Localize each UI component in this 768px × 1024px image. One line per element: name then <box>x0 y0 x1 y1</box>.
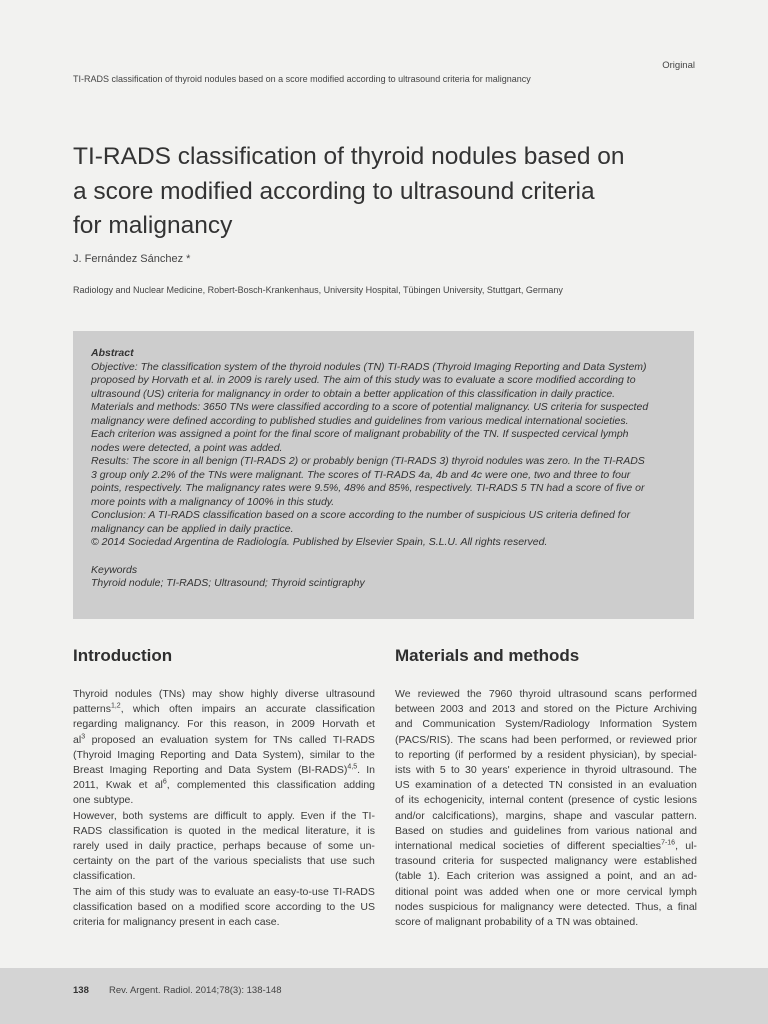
body-line: certainty on the part of the various specialists that use such <box>73 855 375 868</box>
body-line: However, both systems are difficult to apply. Even if the TI- <box>73 809 375 822</box>
body-line: (PACS/RIS). The scans had been performed, or reviewed prior <box>395 733 697 746</box>
body-line: criteria for malignancy present in each case. <box>73 916 280 929</box>
affiliation: Radiology and Nuclear Medicine, Robert-Bosch-Krankenhaus, University Hospital, Tübingen University, Stuttgart, Germany <box>73 285 563 295</box>
abstract-heading: Abstract <box>91 347 134 359</box>
body-line: RADS classification is quoted in the medical literature, it is <box>73 824 375 837</box>
body-line: and/or calcifications), margins, shape and vascular pattern. <box>395 809 697 822</box>
body-line: classification based on a modified score according to the US <box>73 900 375 913</box>
abstract-line: Conclusion: A TI-RADS classification based on a score according to the number of suspicious US criteria defined for <box>91 509 631 521</box>
abstract-line: 3 group only 2.2% of the TNs were malignant. The scores of TI-RADS 4a, 4b and 4c were one, two and three to four <box>91 468 631 481</box>
author-name: J. Fernández Sánchez * <box>73 253 191 265</box>
article-title <box>73 140 713 244</box>
page-number: 138 <box>73 985 89 996</box>
body-line: and Communication System/Radiology Information System <box>395 718 697 731</box>
keywords-heading: Keywords <box>91 563 138 576</box>
body-line: nodes suspicious for malignancy were detected. Thus, a final <box>395 900 697 913</box>
abstract-line: © 2014 Sociedad Argentina de Radiología. Published by Elsevier Spain, S.L.U. All rights reserved. <box>91 536 548 548</box>
abstract-line: malignancy can be applied in daily practice. <box>91 522 294 535</box>
body-line: regarding malignancy. For this reason, in 2009 Horvath et <box>73 718 375 731</box>
abstract-line: malignancy were defined according to published studies and guidelines from various medical international societies. <box>91 414 629 427</box>
introduction-heading: Introduction <box>73 646 173 665</box>
body-line: Thyroid nodules (TNs) may show highly diverse ultrasound <box>73 688 375 700</box>
page-footer <box>0 968 768 1024</box>
body-line: trasound criteria for suspected malignancy were established <box>395 855 697 868</box>
introduction-section <box>73 645 375 930</box>
section-label: Original <box>662 60 695 71</box>
body-line: Breast Imaging Reporting and Data System (BI-RADS)$^{4,5}$. In <box>73 763 375 777</box>
body-line: between 2003 and 2013 and stored on the Picture Archiving <box>395 703 697 716</box>
abstract-line: Results: The score in all benign (TI-RADS 2) or probably benign (TI-RADS 3) thyroid nodules was zero. In the TI-RADS <box>91 455 645 467</box>
body-line: We reviewed the 7960 thyroid ultrasound scans performed <box>395 688 697 700</box>
abstract-line: Each criterion was assigned a point for the final score of malignant probability of the TN. If suspected cervical lymph <box>91 428 629 440</box>
body-line: of its echogenicity, internal content (presence of cystic lesions <box>395 794 697 807</box>
methods-heading: Materials and methods <box>395 646 580 665</box>
body-line: 2011, Kwak et $al^6$, complemented this classification adding <box>73 778 375 792</box>
abstract-line: more points with a malignancy of 100% in this study. <box>91 495 335 508</box>
abstract-line: proposed by Horvath et al. in 2009 is rarely used. The aim of this study was to evaluate a score modified according to <box>91 374 636 386</box>
title-line: a score modified according to ultrasound criteria <box>73 177 595 205</box>
body-line: one subtype. <box>73 794 134 807</box>
keywords-list: Thyroid nodule; TI-RADS; Ultrasound; Thyroid scintigraphy <box>91 577 365 589</box>
body-line: The aim of this study was to evaluate an easy-to-use TI-RADS <box>73 885 375 898</box>
body-line: ditional point was added when one or more cervical lymph <box>395 885 697 898</box>
body-line: patterns$^{1,2}$, which often impairs an accurate classification <box>73 702 375 716</box>
abstract-text <box>91 361 679 550</box>
introduction-text <box>73 687 375 930</box>
methods-text <box>395 687 697 930</box>
abstract-box <box>73 331 694 619</box>
body-line: rarely used in daily practice, perhaps because of some un- <box>73 840 375 853</box>
running-title: TI-RADS classification of thyroid nodules based on a score modified according to ultrasound criteria for malignancy <box>73 74 531 84</box>
abstract-line: Materials and methods: 3650 TNs were classified according to a score of potential malignancy. US criteria for suspected <box>91 401 649 413</box>
body-line: ists with 5 to 30 years' experience in thyroid ultrasound. The <box>395 764 697 777</box>
abstract-line: nodes were detected, a point was added. <box>91 441 283 454</box>
abstract-line: Objective: The classification system of the thyroid nodules (TN) TI-RADS (Thyroid Imaging Reporting and Data System) <box>91 360 647 373</box>
abstract-line: points, respectively. The malignancy rates were 9.5%, 48% and 85%, respectively. TI-RADS 5 TN had a score of five or <box>91 482 645 494</box>
body-line: Based on studies and guidelines from various national and <box>395 824 697 837</box>
body-line: score of malignant probability of a TN was obtained. <box>395 916 639 929</box>
body-line: international medical societies of different specialties$^{7-16}$, ul- <box>395 839 697 853</box>
body-line: (table 1). Each criterion was assigned a point, and an ad- <box>395 870 697 883</box>
body-line: $al^3$ proposed an evaluation system for TNs called TI-RADS <box>73 733 375 746</box>
title-line: TI-RADS classification of thyroid nodules based on <box>73 143 625 170</box>
body-line: US examination of a detected TN consisted in an evaluation <box>395 779 697 792</box>
title-line: for malignancy <box>73 212 233 239</box>
body-line: to reporting (if performed by a resident physician), by special- <box>395 748 697 761</box>
body-line: classification. <box>73 870 136 883</box>
abstract-line: ultrasound (US) criteria for malignancy in order to obtain a better application of this classification in daily practice. <box>91 387 616 400</box>
methods-section <box>395 645 697 930</box>
journal-citation: Rev. Argent. Radiol. 2014;78(3): 138-148 <box>109 985 282 996</box>
body-line: (Thyroid Imaging Reporting and Data System), similar to the <box>73 748 375 761</box>
